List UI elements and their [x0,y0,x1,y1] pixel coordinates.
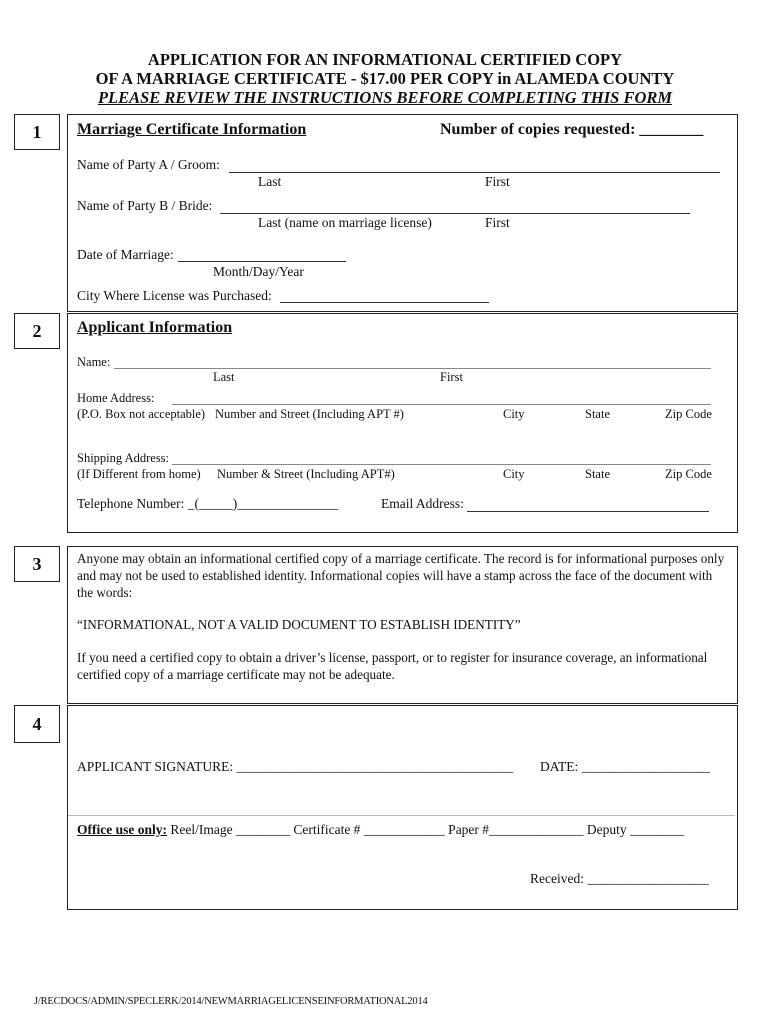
applicant-name-input-line[interactable] [114,368,711,369]
document-path-footer: J/RECDOCS/ADMIN/SPECLERK/2014/NEWMARRIAGELICENSEINFORMATIONAL2014 [34,996,428,1007]
home-street-hint: Number and Street (Including APT #) [215,407,404,421]
shipping-city-hint: City [503,467,525,481]
applicant-first-hint: First [440,370,463,384]
shipping-address-input-line[interactable] [172,464,711,465]
section-1-heading: Marriage Certificate Information [77,121,307,138]
signature-date-field[interactable]: DATE: ___________________ [540,759,710,774]
section-2-number: 2 [14,313,60,349]
party-b-first-hint: First [485,215,510,230]
copies-requested-field[interactable]: Number of copies requested: ________ [440,121,704,138]
section-1-number: 1 [14,114,60,150]
marriage-date-hint: Month/Day/Year [213,264,304,279]
party-a-first-hint: First [485,174,510,189]
received-field[interactable]: Received: __________________ [530,871,709,886]
party-b-label: Name of Party B / Bride: [77,198,213,213]
party-a-input-line[interactable] [229,172,720,173]
office-use-row [77,822,684,838]
party-a-label: Name of Party A / Groom: [77,157,220,172]
license-city-label: City Where License was Purchased: [77,288,272,303]
home-zip-hint: Zip Code [665,407,712,421]
home-city-hint: City [503,407,525,421]
party-a-last-hint: Last [258,174,282,189]
applicant-name-label: Name: [77,355,111,369]
home-address-note: (P.O. Box not acceptable) [77,407,206,421]
home-address-input-line[interactable] [172,404,711,405]
shipping-state-hint: State [585,467,610,481]
shipping-address-note: (If Different from home) [77,467,201,481]
telephone-field[interactable]: Telephone Number: _(_____)_______________ [77,496,339,511]
applicant-signature-field[interactable]: APPLICANT SIGNATURE: _________________________________________ [77,759,514,774]
shipping-zip-hint: Zip Code [665,467,712,481]
home-address-label: Home Address: [77,391,155,405]
home-state-hint: State [585,407,610,421]
party-b-input-line[interactable] [220,213,690,214]
marriage-date-input-line[interactable] [178,261,346,262]
certified-copy-warning: If you need a certified copy to obtain a driver’s license, passport, or to register for insurance coverage, an informational certified copy of a marriage certificate may not be adequate. [77,650,708,682]
section-4-number: 4 [14,705,60,743]
form-title-line-2: OF A MARRIAGE CERTIFICATE - $17.00 PER COPY in ALAMEDA COUNTY [95,69,675,88]
party-b-last-hint: Last (name on marriage license) [258,215,432,230]
email-label: Email Address: [381,496,464,511]
shipping-street-hint: Number & Street (Including APT#) [217,467,395,481]
license-city-input-line[interactable] [280,302,489,303]
office-use-label: Office use only: [77,822,167,837]
informational-copy-notice: Anyone may obtain an informational certified copy of a marriage certificate. The record is for informational purposes only and may not be used to established identity. Informational copies will have a stamp across the face of the document with the words: [77,551,725,600]
form-title-line-1: APPLICATION FOR AN INFORMATIONAL CERTIFIED COPY [147,50,623,69]
marriage-date-label: Date of Marriage: [77,247,174,262]
shipping-address-label: Shipping Address: [77,451,170,465]
office-use-divider [68,815,735,816]
form-instruction-line: PLEASE REVIEW THE INSTRUCTIONS BEFORE COMPLETING THIS FORM [97,88,673,107]
email-input-line[interactable] [467,511,709,512]
section-2-heading: Applicant Information [77,319,233,336]
stamp-text-quote: “INFORMATIONAL, NOT A VALID DOCUMENT TO ESTABLISH IDENTITY” [77,617,521,632]
office-use-fields[interactable]: Reel/Image ________ Certificate # ____________ Paper #______________ Deputy ________ [170,822,685,837]
applicant-last-hint: Last [213,370,235,384]
section-3-number: 3 [14,546,60,582]
